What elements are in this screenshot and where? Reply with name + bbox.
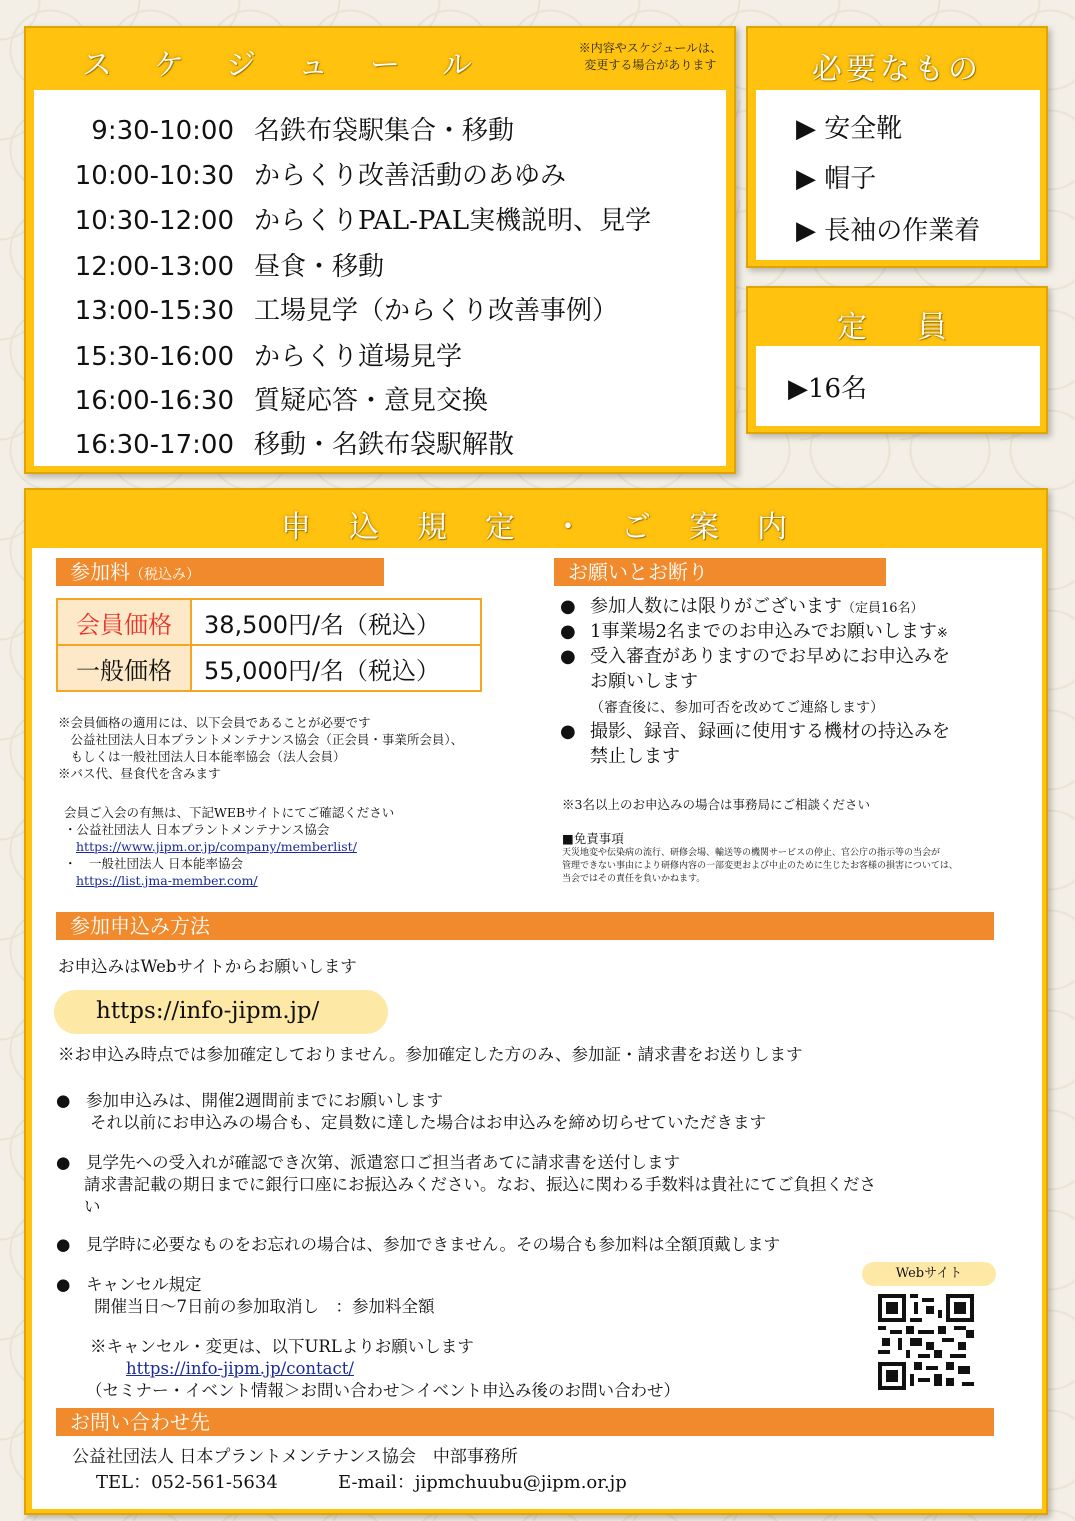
request-item: ● 受入審査がありますのでお早めにお申込みを — [560, 646, 950, 667]
apply-url-button[interactable] — [54, 990, 388, 1034]
apply-item: ● 見学先への受入れが確認でき次第、派遣窓口ご担当者あてに請求書を送付します — [56, 1153, 680, 1172]
fee-table — [56, 598, 482, 692]
schedule-note: ※内容やスケジュールは、 変更する場合があります — [578, 41, 722, 72]
schedule-body — [34, 90, 726, 466]
request-item: お願いします — [590, 671, 698, 692]
cancel-note: ※キャンセル・変更は、以下URLよりお願いします — [90, 1337, 474, 1356]
member-label: 会員価格 — [57, 599, 191, 645]
apply-item: ● キャンセル規定 — [56, 1275, 202, 1294]
confirm-note: ※お申込み時点では参加確定しておりません。参加確定した方のみ、参加証・請求書をお送りします — [58, 1045, 803, 1064]
general-price: 55,000円/名（税込） — [191, 645, 481, 691]
capacity-body — [756, 346, 1040, 426]
disclaimer: ■免責事項 天災地変や伝染病の流行、研修会場、輸送等の機関サービスの停止、官公庁の指示等の当会が 管理できない事由により研修内容の一部変更および中止のために生じたお客様の損害については、 当会ではその責任を負いかねます。 — [562, 831, 958, 884]
qr-code-icon — [878, 1294, 974, 1390]
request-item: ● 参加人数には限りがございます（定員16名） — [560, 596, 924, 617]
request-item: （審査後に、参加可否を改めてご連絡します） — [590, 700, 884, 716]
web-label: Webサイト — [862, 1262, 996, 1286]
need-item: ▶ 帽子 — [796, 164, 877, 194]
apply-item-line: 請求書記載の期日までに銀行口座にお振込みください。なお、振込に関わる手数料は貴社にてご負担くださ — [84, 1175, 876, 1194]
org2-link[interactable]: https://list.jma-member.com/ — [76, 873, 258, 888]
apply-item: ● 見学時に必要なものをお忘れの場合は、参加できません。その場合も参加料は全額頂戴します — [56, 1235, 780, 1254]
schedule-title: ス ケ ジ ュ ー ル — [82, 48, 478, 83]
fee-bar: 参加料（税込み） — [56, 558, 384, 586]
request-item: 禁止します — [590, 746, 680, 767]
apply-intro: お申込みはWebサイトからお願いします — [58, 957, 357, 976]
apply-item-line: それ以前にお申込みの場合も、定員数に達した場合はお申込みを締め切らせていただきます — [90, 1113, 767, 1132]
apply-item-line: 開催当日～7日前の参加取消し ：参加料全額 — [94, 1297, 435, 1316]
schedule-row: 16:30-17:00 移動・名鉄布袋駅解散 — [74, 430, 515, 460]
capacity-title: 定 員 — [837, 310, 957, 345]
request-item: ● 1事業場2名までのお申込みでお願いします※ — [560, 621, 948, 642]
request-item: ● 撮影、録音、録画に使用する機材の持込みを — [560, 721, 950, 742]
needs-panel — [746, 26, 1048, 268]
group-note: ※3名以上のお申込みの場合は事務局にご相談ください — [562, 797, 870, 812]
needs-title: 必要なもの — [812, 52, 982, 87]
schedule-row: 15:30-16:00 からくり道場見学 — [74, 342, 463, 372]
qr-code[interactable] — [878, 1294, 974, 1390]
schedule-row: 13:00-15:30 工場見学（からくり改善事例） — [74, 296, 619, 326]
contact-org: 公益社団法人 日本プラントメンテナンス協会 中部事務所 — [72, 1447, 518, 1467]
schedule-row: 10:30-12:00 からくりPAL-PAL実機説明、見学 — [74, 206, 652, 236]
rules-title: 申 込 規 定 ・ ご 案 内 — [281, 510, 791, 545]
need-item: ▶ 安全靴 — [796, 114, 903, 144]
cancel-path: （セミナー・イベント情報＞お問い合わせ＞イベント申込み後のお問い合わせ） — [86, 1381, 680, 1400]
capacity-value: ▶16名 — [788, 374, 868, 404]
member-check-block: 会員ご入会の有無は、下記WEBサイトにてご確認ください ・公益社団法人 日本プラントメンテナンス協会 https://www.jipm.or.jp/company/memberlist/ ・ 一般社団法人 日本能率協会 https://list.jma-member.com/ — [64, 805, 395, 888]
apply-item-line: い — [84, 1197, 101, 1216]
member-price: 38,500円/名（税込） — [191, 599, 481, 645]
org1-link[interactable]: https://www.jipm.or.jp/company/memberlist/ — [76, 839, 357, 854]
schedule-row: 10:00-10:30 からくり改善活動のあゆみ — [74, 161, 567, 191]
need-item: ▶ 長袖の作業着 — [796, 216, 981, 246]
apply-item: ● 参加申込みは、開催2週間前までにお願いします — [56, 1091, 443, 1110]
capacity-panel — [746, 286, 1048, 434]
contact-bar: お問い合わせ先 — [56, 1408, 994, 1436]
schedule-panel — [24, 26, 736, 474]
fee-notes: ※会員価格の適用には、以下会員であることが必要です 公益社団法人日本プラントメンテナンス協会（正会員・事業所会員）、 もしくは一般社団法人日本能率協会（法人会員） ※バス代、昼食代を含みます — [58, 715, 464, 781]
contact-email: E-mail：jipmchuubu@jipm.or.jp — [338, 1472, 627, 1493]
cancel-link[interactable]: https://info-jipm.jp/contact/ — [126, 1359, 354, 1378]
requests-bar: お願いとお断り — [554, 558, 886, 586]
schedule-row: 12:00-13:00 昼食・移動 — [74, 252, 385, 282]
fee-row-general — [57, 645, 481, 691]
fee-row-member — [57, 599, 481, 645]
needs-body — [756, 90, 1040, 260]
general-label: 一般価格 — [57, 645, 191, 691]
apply-url[interactable]: https://info-jipm.jp/ — [96, 998, 320, 1024]
apply-bar: 参加申込み方法 — [56, 912, 994, 940]
schedule-row: 16:00-16:30 質疑応答・意見交換 — [74, 386, 489, 416]
schedule-row: 9:30-10:00 名鉄布袋駅集合・移動 — [91, 116, 515, 146]
contact-tel: TEL：052-561-5634 — [96, 1472, 278, 1493]
